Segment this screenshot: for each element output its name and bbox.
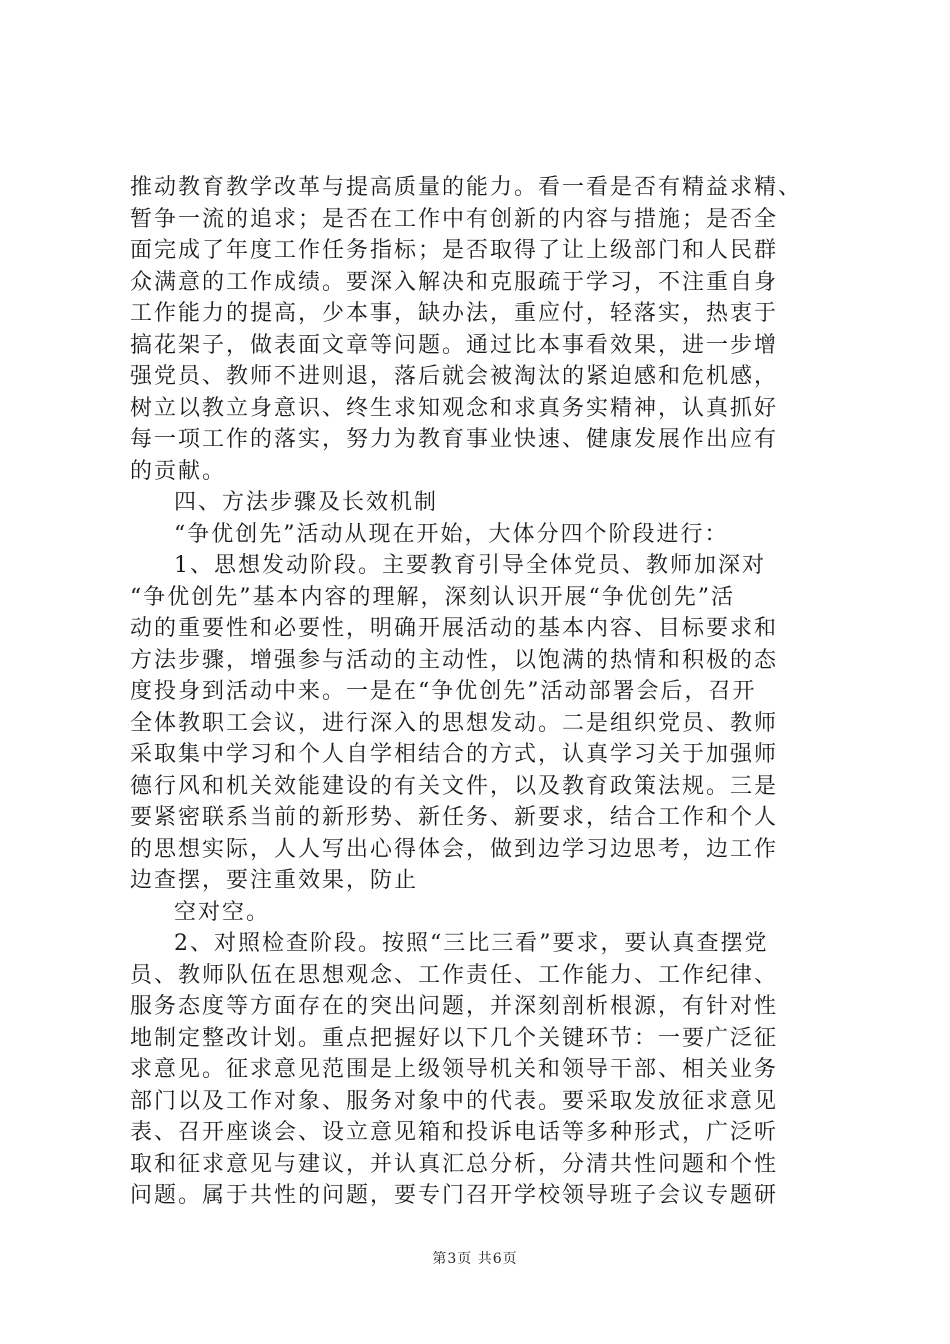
section-heading: 四、方法步骤及长效机制 xyxy=(174,490,439,515)
page-number: 第3页 共6页 xyxy=(432,1251,518,1267)
text-line: 1、思想发动阶段。主要教育引导全体党员、教师加深对 xyxy=(174,553,766,578)
text-line: 方法步骤，增强参与活动的主动性，以饱满的热情和积极的态 xyxy=(130,647,779,673)
text-line: 德行风和机关效能建设的有关文件，以及教育政策法规。三是 xyxy=(130,773,779,799)
text-line: 全体教职工会议，进行深入的思想发动。二是组织党员、教师 xyxy=(130,710,779,736)
text-line: 员、教师队伍在思想观念、工作责任、工作能力、工作纪律、 xyxy=(130,962,779,988)
text-line: “争优创先”基本内容的理解，深刻认识开展“争优创先”活 xyxy=(130,584,735,610)
text-line: 的思想实际，人人写出心得体会，做到边学习边思考，边工作 xyxy=(130,836,779,862)
text-line: 面完成了年度工作任务指标；是否取得了让上级部门和人民群 xyxy=(130,238,779,263)
text-line: 取和征求意见与建议，并认真汇总分析，分清共性问题和个性 xyxy=(130,1151,779,1177)
text-line: 2、对照检查阶段。按照“三比三看”要求，要认真查摆党 xyxy=(174,931,769,956)
text-line: 众满意的工作成绩。要深入解决和克服疏于学习，不注重自身 xyxy=(130,269,779,295)
text-line: 空对空。 xyxy=(174,899,271,925)
text-line: 动的重要性和必要性，明确开展活动的基本内容、目标要求和 xyxy=(130,616,779,641)
text-line: 树立以教立身意识、终生求知观念和求真务实精神，认真抓好 xyxy=(130,395,779,421)
text-line: 暂争一流的追求；是否在工作中有创新的内容与措施；是否全 xyxy=(130,206,779,232)
text-line: 推动教育教学改革与提高质量的能力。看一看是否有精益求精、 xyxy=(130,175,803,200)
text-line: 每一项工作的落实，努力为教育事业快速、健康发展作出应有 xyxy=(130,427,779,452)
text-line: 求意见。征求意见范围是上级领导机关和领导干部、相关业务 xyxy=(130,1057,779,1082)
page-footer xyxy=(0,1248,950,1268)
text-line: 工作能力的提高，少本事，缺办法，重应付，轻落实，热衷于 xyxy=(130,301,779,326)
text-line: 服务态度等方面存在的突出问题，并深刻剖析根源，有针对性 xyxy=(130,994,779,1019)
text-line: 地制定整改计划。重点把握好以下几个关键环节：一要广泛征 xyxy=(130,1025,779,1051)
text-line: 采取集中学习和个人自学相结合的方式，认真学习关于加强师 xyxy=(130,742,779,767)
text-line: 部门以及工作对象、服务对象中的代表。要采取发放征求意见 xyxy=(130,1088,779,1114)
text-line: 强党员、教师不进则退，落后就会被淘汰的紧迫感和危机感， xyxy=(130,364,779,389)
text-line: 的贡献。 xyxy=(130,458,227,484)
text-line: 边查摆，要注重效果，防止 xyxy=(130,868,419,893)
text-line: 度投身到活动中来。一是在“争优创先”活动部署会后，召开 xyxy=(130,679,757,704)
text-line: 表、召开座谈会、设立意见箱和投诉电话等多种形式，广泛听 xyxy=(130,1120,779,1145)
text-line: 要紧密联系当前的新形势、新任务、新要求，结合工作和个人 xyxy=(130,805,779,830)
text-line: 搞花架子，做表面文章等问题。通过比本事看效果，进一步增 xyxy=(130,332,779,358)
text-line: 问题。属于共性的问题，要专门召开学校领导班子会议专题研 xyxy=(130,1183,779,1208)
text-line: “争优创先”活动从现在开始，大体分四个阶段进行： xyxy=(174,521,729,547)
body-text xyxy=(130,172,830,1212)
